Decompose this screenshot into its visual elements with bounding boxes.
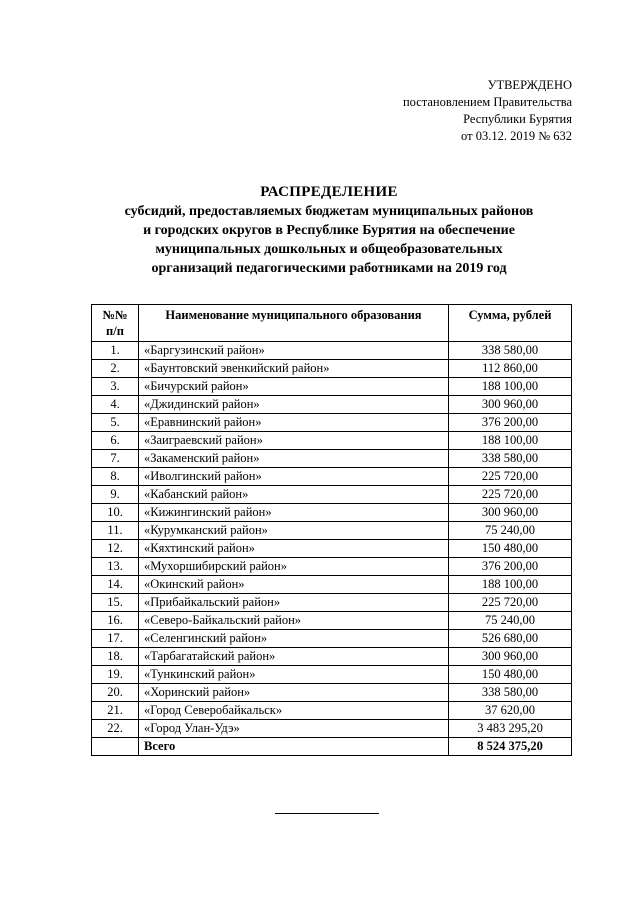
table-row bbox=[92, 414, 572, 432]
row-municipality: «Северо-Байкальский район» bbox=[139, 612, 449, 630]
row-sum: 37 620,00 bbox=[449, 702, 572, 720]
table-row bbox=[92, 450, 572, 468]
row-number: 9. bbox=[92, 486, 139, 504]
row-number: 4. bbox=[92, 396, 139, 414]
approval-line-date-number: от 03.12. 2019 № 632 bbox=[461, 129, 572, 143]
approval-line-resolution: постановлением Правительства bbox=[402, 95, 572, 109]
table-row bbox=[92, 504, 572, 522]
row-municipality: «Кабанский район» bbox=[139, 486, 449, 504]
row-sum: 225 720,00 bbox=[449, 594, 572, 612]
row-sum: 112 860,00 bbox=[449, 360, 572, 378]
approval-line-republic: Республики Бурятия bbox=[463, 112, 572, 126]
row-number: 5. bbox=[92, 414, 139, 432]
row-sum: 300 960,00 bbox=[449, 648, 572, 666]
row-sum: 188 100,00 bbox=[449, 576, 572, 594]
row-number: 13. bbox=[92, 558, 139, 576]
row-municipality: «Кяхтинский район» bbox=[139, 540, 449, 558]
header-name: Наименование муниципального образования bbox=[139, 305, 449, 342]
row-number: 19. bbox=[92, 666, 139, 684]
total-label: Всего bbox=[139, 738, 449, 756]
row-sum: 526 680,00 bbox=[449, 630, 572, 648]
row-municipality: «Баргузинский район» bbox=[139, 342, 449, 360]
row-municipality: «Курумканский район» bbox=[139, 522, 449, 540]
row-sum: 150 480,00 bbox=[449, 666, 572, 684]
row-number: 3. bbox=[92, 378, 139, 396]
row-municipality: «Город Улан-Удэ» bbox=[139, 720, 449, 738]
document-subtitle-line-4: организаций педагогическими работниками на 2019 год bbox=[151, 261, 507, 276]
table-row bbox=[92, 396, 572, 414]
row-number: 22. bbox=[92, 720, 139, 738]
total-sum: 8 524 375,20 bbox=[449, 738, 572, 756]
closing-line bbox=[275, 813, 379, 814]
row-sum: 3 483 295,20 bbox=[449, 720, 572, 738]
table-row bbox=[92, 684, 572, 702]
row-number: 15. bbox=[92, 594, 139, 612]
header-number-line-1: №№ bbox=[102, 308, 128, 322]
row-number: 1. bbox=[92, 342, 139, 360]
row-number: 6. bbox=[92, 432, 139, 450]
row-sum: 376 200,00 bbox=[449, 558, 572, 576]
row-sum: 75 240,00 bbox=[449, 612, 572, 630]
header-number bbox=[92, 305, 139, 342]
row-number: 17. bbox=[92, 630, 139, 648]
row-number: 10. bbox=[92, 504, 139, 522]
row-sum: 338 580,00 bbox=[449, 684, 572, 702]
document-title: РАСПРЕДЕЛЕНИЕ bbox=[260, 184, 398, 200]
row-municipality: «Иволгинский район» bbox=[139, 468, 449, 486]
table-row bbox=[92, 648, 572, 666]
row-number: 16. bbox=[92, 612, 139, 630]
row-municipality: «Закаменский район» bbox=[139, 450, 449, 468]
document-heading bbox=[60, 183, 598, 278]
document-subtitle-line-1: субсидий, предоставляемых бюджетам муниципальных районов bbox=[124, 204, 534, 219]
row-municipality: «Заиграевский район» bbox=[139, 432, 449, 450]
row-sum: 188 100,00 bbox=[449, 378, 572, 396]
table-row bbox=[92, 378, 572, 396]
row-sum: 338 580,00 bbox=[449, 450, 572, 468]
row-sum: 188 100,00 bbox=[449, 432, 572, 450]
table-row bbox=[92, 468, 572, 486]
table-row bbox=[92, 594, 572, 612]
total-row bbox=[92, 738, 572, 756]
row-number: 8. bbox=[92, 468, 139, 486]
table-header-row bbox=[92, 305, 572, 342]
document-subtitle-line-2: и городских округов в Республике Бурятия на обеспечение bbox=[143, 223, 515, 238]
row-number: 18. bbox=[92, 648, 139, 666]
row-municipality: «Тункинский район» bbox=[139, 666, 449, 684]
row-municipality: «Джидинский район» bbox=[139, 396, 449, 414]
row-number: 20. bbox=[92, 684, 139, 702]
table-row bbox=[92, 702, 572, 720]
row-municipality: «Город Северобайкальск» bbox=[139, 702, 449, 720]
table-row bbox=[92, 540, 572, 558]
row-number: 12. bbox=[92, 540, 139, 558]
row-number: 21. bbox=[92, 702, 139, 720]
table-row bbox=[92, 630, 572, 648]
row-municipality: «Бичурский район» bbox=[139, 378, 449, 396]
table-row bbox=[92, 720, 572, 738]
row-sum: 225 720,00 bbox=[449, 486, 572, 504]
row-sum: 338 580,00 bbox=[449, 342, 572, 360]
approval-stamp bbox=[403, 77, 572, 145]
distribution-table bbox=[91, 304, 572, 756]
approval-line-approved: УТВЕРЖДЕНО bbox=[487, 78, 572, 92]
table-row bbox=[92, 612, 572, 630]
row-sum: 225 720,00 bbox=[449, 468, 572, 486]
row-sum: 150 480,00 bbox=[449, 540, 572, 558]
document-subtitle-line-3: муниципальных дошкольных и общеобразовательных bbox=[155, 242, 503, 257]
row-sum: 300 960,00 bbox=[449, 396, 572, 414]
table-row bbox=[92, 522, 572, 540]
total-number-cell bbox=[92, 738, 139, 756]
row-number: 7. bbox=[92, 450, 139, 468]
table-row bbox=[92, 342, 572, 360]
row-municipality: «Хоринский район» bbox=[139, 684, 449, 702]
row-sum: 376 200,00 bbox=[449, 414, 572, 432]
row-number: 11. bbox=[92, 522, 139, 540]
row-municipality: «Кижингинский район» bbox=[139, 504, 449, 522]
row-sum: 300 960,00 bbox=[449, 504, 572, 522]
row-number: 14. bbox=[92, 576, 139, 594]
row-municipality: «Мухоршибирский район» bbox=[139, 558, 449, 576]
row-municipality: «Прибайкальский район» bbox=[139, 594, 449, 612]
table-row bbox=[92, 360, 572, 378]
row-municipality: «Тарбагатайский район» bbox=[139, 648, 449, 666]
row-municipality: «Баунтовский эвенкийский район» bbox=[139, 360, 449, 378]
header-sum: Сумма, рублей bbox=[449, 305, 572, 342]
row-sum: 75 240,00 bbox=[449, 522, 572, 540]
header-number-line-2: п/п bbox=[106, 324, 124, 338]
table-row bbox=[92, 576, 572, 594]
table-row bbox=[92, 558, 572, 576]
row-municipality: «Селенгинский район» bbox=[139, 630, 449, 648]
table-row bbox=[92, 486, 572, 504]
row-number: 2. bbox=[92, 360, 139, 378]
row-municipality: «Еравнинский район» bbox=[139, 414, 449, 432]
table-row bbox=[92, 666, 572, 684]
table-row bbox=[92, 432, 572, 450]
row-municipality: «Окинский район» bbox=[139, 576, 449, 594]
